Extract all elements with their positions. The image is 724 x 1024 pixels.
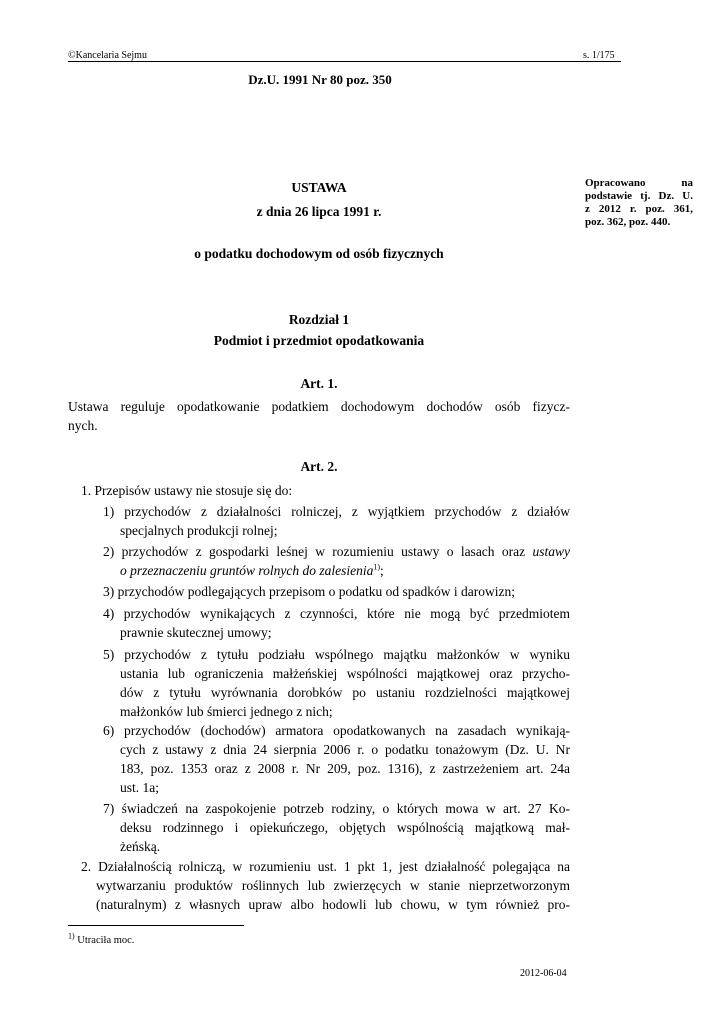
sidenote-line: z 2012 r. poz. 361, bbox=[585, 203, 693, 215]
text-line: 1. Przepisów ustawy nie stosuje się do: bbox=[81, 483, 293, 498]
sidenote-line: poz. 362, poz. 440. bbox=[585, 216, 671, 228]
text-line: 3) przychodów podlegających przepisom o podatku od spadków i darowizn; bbox=[103, 584, 516, 599]
art2-para-1 bbox=[81, 481, 570, 500]
citation: Dz.U. 1991 Nr 80 poz. 350 bbox=[248, 72, 392, 87]
footnote-text: Utraciła moc. bbox=[74, 935, 135, 946]
text-line bbox=[103, 561, 570, 580]
sidenote-line: podstawie tj. Dz. U. bbox=[585, 190, 693, 202]
art2-item-7 bbox=[103, 799, 570, 856]
art2-para-2 bbox=[81, 857, 570, 914]
text-line: wytwarzaniu produktów roślinnych lub zwierzęcych w stanie nieprzetworzonym bbox=[96, 878, 570, 893]
header-page-number: s. 1/175 bbox=[583, 50, 615, 61]
italic-text: o przeznaczeniu gruntów rolnych do zalesienia bbox=[120, 563, 374, 578]
text-line: ustania lub ograniczenia małżeńskiej wspólności majątkowej oraz przycho- bbox=[120, 666, 570, 681]
art2-item-6 bbox=[103, 721, 570, 797]
italic-text: ustawy bbox=[532, 544, 570, 559]
chapter-title: Podmiot i przedmiot opodatkowania bbox=[213, 333, 425, 348]
item-text: ; bbox=[380, 563, 384, 578]
footnote-ref: 1) bbox=[373, 562, 381, 572]
art1-heading: Art. 1. bbox=[300, 376, 338, 391]
art2-item-5 bbox=[103, 645, 570, 721]
header-publisher: ©Kancelaria Sejmu bbox=[68, 50, 147, 61]
chapter-number: Rozdział 1 bbox=[288, 312, 350, 327]
footnote-mark: 1) bbox=[68, 931, 75, 941]
text-line: małżonków lub śmierci jednego z nich; bbox=[120, 704, 333, 719]
art2-item-1 bbox=[103, 502, 570, 540]
text-line: dów z tytułu wyrównania dorobków po ustaniu rozdzielności majątkowej bbox=[120, 685, 570, 700]
sidenote bbox=[585, 177, 693, 229]
text-line: cych z ustawy z dnia 24 sierpnia 2006 r. o podatku tonażowym (Dz. U. Nr bbox=[120, 742, 570, 757]
text-line: 1) przychodów z działalności rolniczej, z wyjątkiem przychodów z działów bbox=[103, 504, 570, 519]
text-line: 183, poz. 1353 oraz z 2008 r. Nr 209, poz. 1316), z zastrzeżeniem art. 24a bbox=[120, 761, 570, 776]
text-line: 5) przychodów z tytułu podziału wspólnego majątku małżonków w wyniku bbox=[103, 647, 570, 662]
art2-item-4 bbox=[103, 604, 570, 642]
text-line: 4) przychodów wynikających z czynności, które nie mogą być przedmiotem bbox=[103, 606, 570, 621]
text-line: żeńską. bbox=[120, 839, 161, 854]
text-line: 7) świadczeń na zaspokojenie potrzeb rodziny, o których mowa w art. 27 Ko- bbox=[103, 801, 570, 816]
text-line: (naturalnym) z własnych upraw albo hodowli lub chowu, w tym również pro- bbox=[96, 897, 570, 912]
act-date: z dnia 26 lipca 1991 r. bbox=[256, 204, 382, 219]
text-line: prawnie skutecznej umowy; bbox=[120, 625, 272, 640]
text-line: specjalnych produkcji rolnej; bbox=[120, 523, 278, 538]
text-line: 2. Działalnością rolniczą, w rozumieniu ust. 1 pkt 1, jest działalność polegająca na bbox=[81, 859, 570, 874]
footnote bbox=[68, 931, 135, 946]
header-rule bbox=[68, 61, 621, 62]
text-line: ust. 1a; bbox=[120, 780, 159, 795]
art2-heading: Art. 2. bbox=[300, 459, 338, 474]
footer-date: 2012-06-04 bbox=[520, 968, 567, 979]
text-line: deksu rodzinnego i opiekuńczego, objętych wspólnością majątkową mał- bbox=[120, 820, 570, 835]
art1-text bbox=[68, 397, 570, 435]
act-subject: o podatku dochodowym od osób fizycznych bbox=[194, 246, 444, 261]
act-type: USTAWA bbox=[291, 180, 347, 195]
text-line bbox=[103, 542, 570, 561]
art2-item-3 bbox=[103, 582, 570, 601]
sidenote-line: Opracowano na bbox=[585, 177, 693, 189]
text-line: 6) przychodów (dochodów) armatora opodatkowanych na zasadach wynikają- bbox=[103, 723, 570, 738]
text-line: Ustawa reguluje opodatkowanie podatkiem dochodowym dochodów osób fizycz- bbox=[68, 399, 570, 414]
item-text: 2) przychodów z gospodarki leśnej w rozumieniu ustawy o lasach oraz bbox=[103, 544, 533, 559]
text-line: nych. bbox=[68, 418, 98, 433]
art2-item-2 bbox=[103, 542, 570, 580]
footnote-rule bbox=[68, 925, 244, 926]
